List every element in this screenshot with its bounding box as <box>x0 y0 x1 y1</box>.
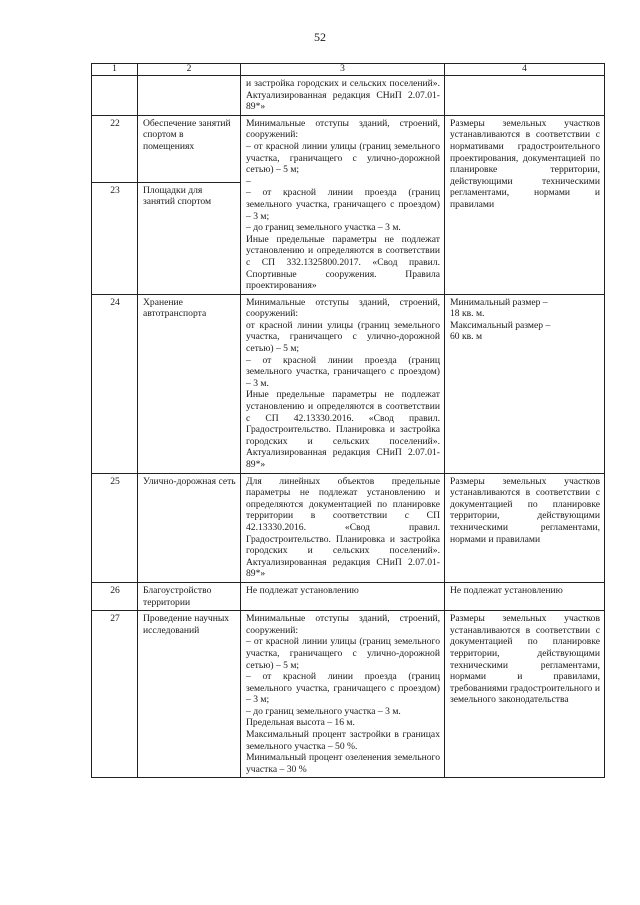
row-22-number: 22 <box>92 115 138 182</box>
row-25-number: 25 <box>92 473 138 582</box>
row-26-name: Благоустройство территории <box>138 582 241 610</box>
land-use-regulations-table <box>91 63 605 778</box>
row-24-number: 24 <box>92 294 138 473</box>
table-row-24 <box>92 294 605 473</box>
row-26-number: 26 <box>92 582 138 610</box>
row-24-param-1: от красной линии улицы (границ земельного участка, граничащего с улично-дорожной сетью) – 5 м; <box>246 319 440 355</box>
row-22-param-0: Минимальные отступы зданий, строений, сооружений: <box>246 117 440 141</box>
row-22-param-4: – до границ земельного участка – 3 м. <box>246 222 401 234</box>
row-22-param-5: Иные предельные параметры не подлежат установлению и определяются в соответствии с СП 332.1325800.2017. «Свод правил. Спортивные сооружения. Правила проектирования» <box>246 233 440 292</box>
row-24-param-0: Минимальные отступы зданий, строений, сооружений: <box>246 296 440 320</box>
row-24-param-2: – от красной линии проезда (границ земельного участка, граничащего с проездом) – 3 м. <box>246 354 440 389</box>
page-number: 52 <box>314 30 326 44</box>
row-27-param-3: – до границ земельного участка – 3 м. <box>246 705 401 717</box>
row-23-name: Площадки для занятий спортом <box>138 182 241 294</box>
row-24-land-size <box>445 294 605 473</box>
row-25-params: Для линейных объектов предельные параметры не подлежат установлению и определяются документацией по планировке территории в соответствии с СП 42.13330.2016. «Свод правил. Градостроительство. Планировка и застройка городских и сельских поселений». Актуализированная редакция СНиП 2.07.01-89*» <box>241 473 445 582</box>
row-27-param-5: Максимальный процент застройки в границах земельного участка – 50 %. <box>246 729 440 752</box>
row-24-size-3: 60 кв. м <box>450 331 483 343</box>
row-27-params <box>241 611 445 778</box>
row-24-params <box>241 294 445 473</box>
header-col-1: 1 <box>92 64 138 76</box>
row-25-name: Улично-дорожная сеть <box>138 473 241 582</box>
header-col-4: 4 <box>445 64 605 76</box>
row-23-number: 23 <box>92 182 138 294</box>
table-header-row <box>92 64 605 76</box>
row-27-param-0: Минимальные отступы зданий, строений, сооружений: <box>246 613 440 636</box>
row-24-size-0: Минимальный размер – <box>450 296 548 308</box>
table-row-26 <box>92 582 605 610</box>
row-26-params: Не подлежат установлению <box>241 582 445 610</box>
row-22-23-params <box>241 115 445 294</box>
row-22-param-3: – от красной линии проезда (границ земельного участка, граничащего с проездом) – 3 м; <box>246 187 440 222</box>
row-22-param-2: – <box>246 175 251 187</box>
row-27-param-6: Минимальный процент озеленения земельного участка – 30 % <box>246 752 440 775</box>
row-26-land-size: Не подлежат установлению <box>445 582 605 610</box>
row-24-size-1: 18 кв. м. <box>450 308 485 320</box>
row-24-size-2: Максимальный размер – <box>450 319 551 331</box>
continuation-text: и застройка городских и сельских поселений». Актуализированная редакция СНиП 2.07.01-89*» <box>241 76 445 116</box>
row-27-number: 27 <box>92 611 138 778</box>
header-col-2: 2 <box>138 64 241 76</box>
row-27-land-size: Размеры земельных участков устанавливаются в соответствии с документацией по планировке территории, действующими техническими регламентами, нормами и правилами, требованиями градостроительного и земельного законодательства <box>445 611 605 778</box>
row-24-name: Хранение автотранспорта <box>138 294 241 473</box>
table-row-22 <box>92 115 605 182</box>
header-col-3: 3 <box>241 64 445 76</box>
row-22-name: Обеспечение занятий спортом в помещениях <box>138 115 241 182</box>
table-row-continuation <box>92 76 605 116</box>
table-row-25 <box>92 473 605 582</box>
table-row-27 <box>92 611 605 778</box>
row-22-param-1: – от красной линии улицы (границ земельного участка, граничащего с улично-дорожной сетью) – 5 м; <box>246 140 440 176</box>
row-24-param-3: Иные предельные параметры не подлежат установлению и определяются в соответствии с СП 42.13330.2016. «Свод правил. Градостроительство. Планировка и застройка городских и сельских поселений». Актуализированная редакция СНиП 2.07.01-89*» <box>246 389 440 470</box>
row-27-name: Проведение научных исследований <box>138 611 241 778</box>
row-27-param-4: Предельная высота – 16 м. <box>246 717 355 729</box>
row-27-param-2: – от красной линии проезда (границ земельного участка, граничащего с проездом) – 3 м; <box>246 671 440 706</box>
row-25-land-size: Размеры земельных участков устанавливаются в соответствии с документацией по планировке территории, действующими техническими регламентами, нормами и правилами <box>445 473 605 582</box>
row-27-param-1: – от красной линии улицы (границ земельного участка, граничащего с улично-дорожной сетью) – 5 м; <box>246 636 440 671</box>
row-22-23-land-size: Размеры земельных участков устанавливаются в соответствии с нормативами градостроительного проектирования, документацией по планировке территории, действующими техническими регламентами, нормами и правилами <box>445 115 605 294</box>
